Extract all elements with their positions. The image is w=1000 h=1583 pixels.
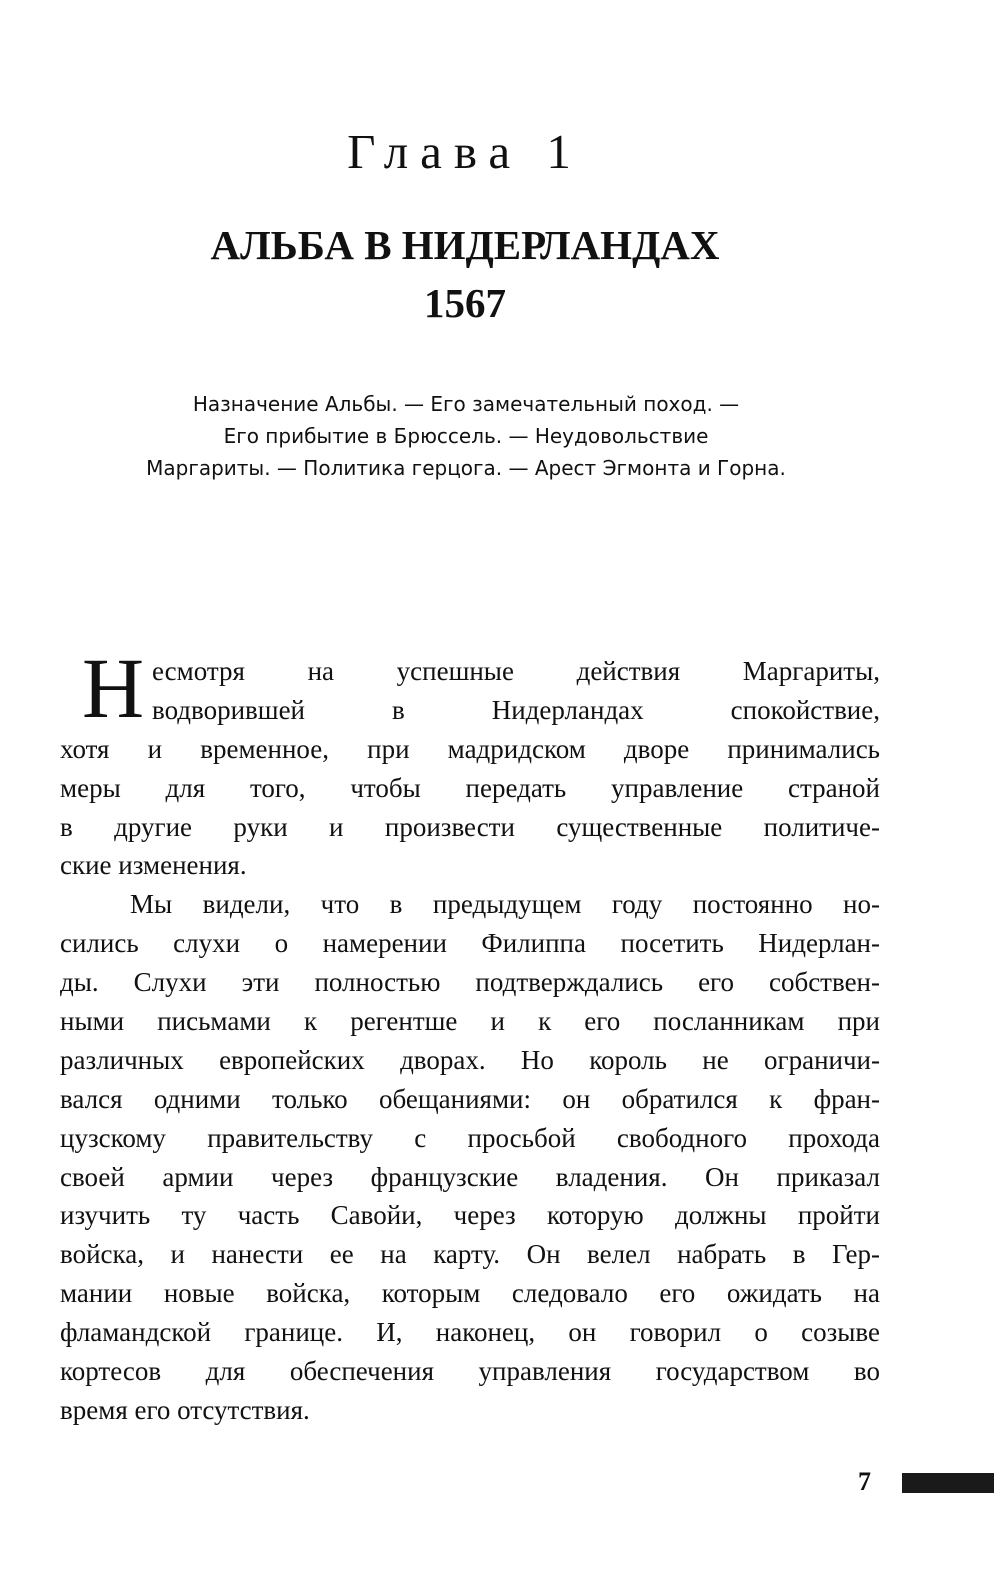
drop-cap: Н [82, 640, 145, 736]
text-line: время его отсутствия. [60, 1394, 310, 1425]
text-line: в другие руки и произвести существенные политиче- [60, 811, 880, 842]
text-line: кортесов для обеспечения управления государством во [60, 1356, 880, 1387]
text-line: ды. Слухи эти полностью подтверждались его собствен- [60, 967, 880, 998]
chapter-label: Глава 1 [347, 124, 583, 179]
summary-line: Маргариты. — Политика герцога. — Арест Эгмонта и Горна. [146, 456, 786, 480]
summary-line: Назначение Альбы. — Его замечательный поход. — [192, 392, 740, 416]
text-line: своей армии через французские владения. Он приказал [60, 1161, 880, 1192]
text-line: есмотря на успешные действия Маргариты, [152, 656, 880, 686]
text-line: сились слухи о намерении Филиппа посетить Нидерлан- [60, 928, 880, 959]
text-line: изучить ту часть Савойи, через которую должны пройти [60, 1200, 880, 1231]
text-line: ными письмами к регентше и к его посланникам при [60, 1006, 880, 1037]
page-edge-bar [902, 1473, 994, 1493]
text-line: различных европейских дворах. Но король не ограничи- [60, 1044, 880, 1075]
text-line: водворившей в Нидерландах спокойствие, [152, 694, 880, 725]
chapter-title-line: АЛЬБА В НИДЕРЛАНДАХ [210, 222, 720, 268]
text-line: ские изменения. [60, 850, 247, 881]
text-line: войска, и нанести ее на карту. Он велел набрать в Гер- [60, 1239, 880, 1270]
page-number: 7 [858, 1467, 871, 1496]
text-line: цузскому правительству с просьбой свободного прохода [60, 1122, 880, 1153]
body-text [60, 652, 880, 1430]
chapter-year: 1567 [424, 280, 506, 326]
paragraph-2 [60, 885, 880, 1429]
paragraph-1 [60, 652, 880, 885]
text-line: вался одними только обещаниями: он обратился к фран- [60, 1083, 880, 1114]
text-line: хотя и временное, при мадридском дворе принимались [60, 733, 880, 764]
chapter-summary [60, 388, 872, 484]
text-line: меры для того, чтобы передать управление страной [60, 772, 880, 803]
text-line: Мы видели, что в предыдущем году постоянно но- [130, 889, 880, 920]
summary-line: Его прибытие в Брюссель. — Неудовольствие [223, 424, 709, 448]
text-line: фламандской границе. И, наконец, он говорил о созыве [60, 1317, 880, 1348]
text-line: мании новые войска, которым следовало его ожидать на [60, 1278, 880, 1309]
chapter-title [0, 216, 930, 332]
